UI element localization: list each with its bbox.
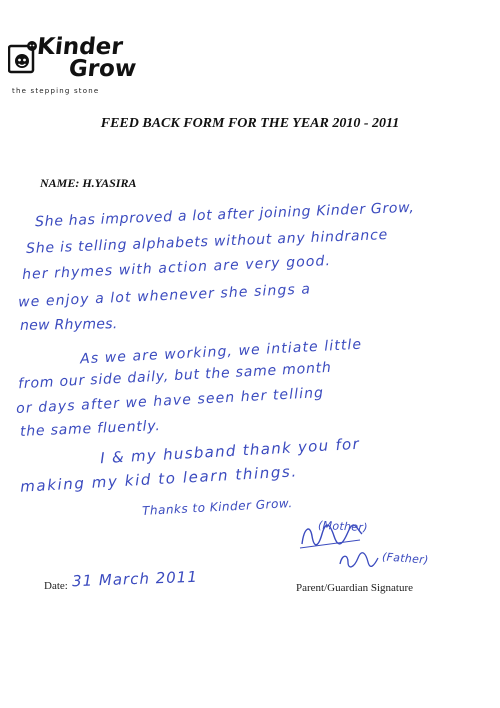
- letter-line: new Rhymes.: [19, 316, 118, 334]
- logo-tagline: the stepping stone: [12, 87, 100, 95]
- letter-line: making my kid to learn things.: [19, 462, 299, 496]
- letter-line: from our side daily, but the same month: [17, 359, 333, 393]
- mother-signature-label: (Mother): [317, 518, 369, 535]
- student-name: NAME: H.YASIRA: [40, 176, 137, 190]
- signature-label: Parent/Guardian Signature: [296, 582, 413, 594]
- form-title: FEED BACK FORM FOR THE YEAR 2010 - 2011: [100, 116, 400, 131]
- date-label: Date:: [44, 580, 68, 592]
- date-value: 31 March 2011: [71, 567, 199, 591]
- letter-line: She is telling alphabets without any hindrance: [25, 227, 389, 257]
- letter-line: her rhymes with action are very good.: [21, 252, 332, 284]
- father-signature-label: (Father): [381, 550, 430, 567]
- letter-line: or days after we have seen her telling: [15, 384, 325, 418]
- kinder-grow-logo: [8, 30, 158, 100]
- logo-line2: Grow: [67, 56, 138, 82]
- letter-line: As we are working, we intiate little: [79, 336, 363, 368]
- logo-line1: Kinder: [35, 34, 125, 60]
- letter-line: She has improved a lot after joining Kinder Grow,: [34, 199, 415, 231]
- father-signature-scribble: [336, 548, 382, 572]
- letter-line: I & my husband thank you for: [99, 434, 361, 468]
- logo-wordmark: [34, 36, 140, 80]
- closing-line: Thanks to Kinder Grow.: [141, 496, 294, 518]
- letter-line: we enjoy a lot whenever she sings a: [17, 281, 312, 311]
- letter-line: the same fluently.: [19, 418, 161, 440]
